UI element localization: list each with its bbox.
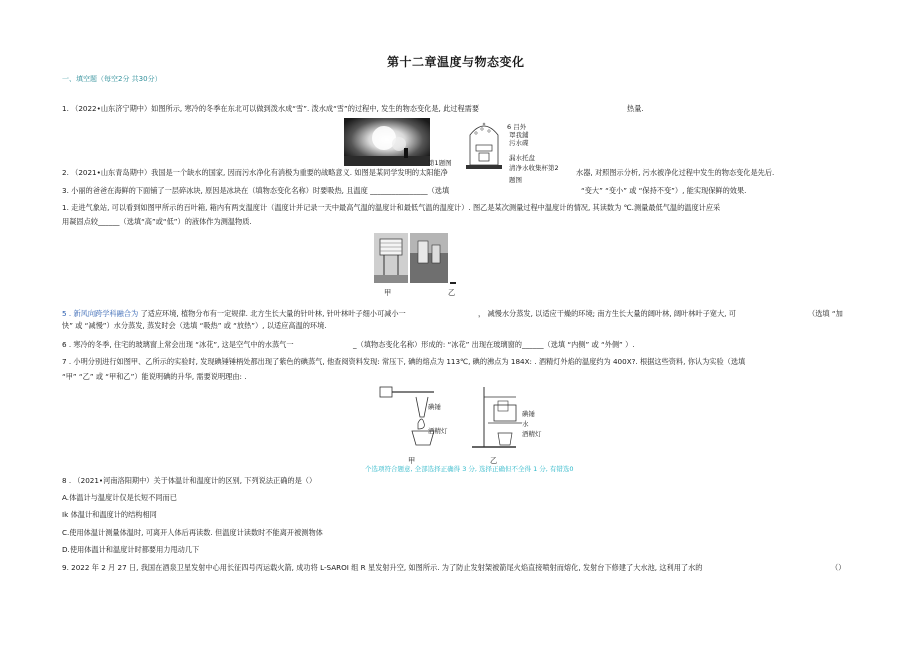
question-8-option-c: C.使用体温计测量体温时, 可离开人体后再读数. 但温度计读数时不能离开被测物体 [62, 528, 323, 537]
question-3-tail: “变大” “变小” 或 “保持不变”）, 能实现保鲜的效果. [581, 186, 747, 195]
question-1-text: 1. （2022•山东济宁期中）如图所示, 寒冷的冬季在东北可以做到泼水成“雪”. 泼水成“雪”的过程中, 发生的物态变化是, 此过程需要 [62, 104, 480, 113]
figure-label-iodine-hammer-b: 碘锤 [522, 410, 535, 418]
diagram-label-1: 6 吕外 [507, 123, 527, 131]
question-5-number: 5 [62, 309, 67, 318]
iodine-experiment-figure [376, 383, 541, 451]
page-title: 第十二章温度与物态变化 [387, 55, 525, 69]
question-4-line2: 用凝固点较______（选填“高”或“低”）的液体作为测温物质. [62, 217, 252, 226]
field-photo-figure [410, 233, 448, 283]
question-2-text: 2. （2021•山东青岛期中）我国是一个缺水的国家, 因而污水净化有消极为重要的战略意义. 如图是某同学发明的太阳能净 [62, 168, 448, 177]
question-5-line1: 了适应环境, 植物分布有一定规律. 北方生长大量的针叶林, 针叶林叶子细小可减小一 [140, 309, 406, 318]
snow-splash-photo [344, 118, 430, 166]
question-7-line1: 7 . 小明分别进行如图甲、乙所示的实验时, 发现碘锤锤柄处都出现了紫色的碘蒸气, 他查阅资料发现: 常压下, 碘的熔点为 113℃, 碘的沸点为 184X: . 酒精灯外焰的温度约为 400X?. 根据这些资料, 你认为实验（选填 [62, 357, 746, 366]
question-8-option-b: Ik 体温计和温度计的结构相同 [62, 510, 157, 519]
diagram-label-6: 题图 [509, 176, 522, 184]
figure-label-yi: 乙 [448, 288, 456, 297]
louver-box-figure [374, 233, 408, 283]
figure-label-burner-a: 酒精灯 [428, 427, 448, 435]
solar-purifier-diagram [462, 113, 506, 173]
question-8-text: 8 . （2021•河南洛阳期中）关于体温计和温度计的区别, 下列说法正确的是（） [62, 476, 317, 485]
question-5-line2: 快” 或 “减慢”）水分蒸发, 蒸发时会（选填 “吸热” 或 “放热”）, 以适应高温的环境. [62, 321, 327, 330]
figure-7-label-yi: 乙 [490, 456, 498, 465]
diagram-label-3: 污水碟 [509, 139, 529, 147]
figure-label-jia: 甲 [384, 288, 392, 297]
figure-label-water: 水 [522, 420, 529, 428]
question-5-tag: . 新风向跨学科融合为 [68, 309, 139, 318]
question-6-tail: _（填物态变化名称）形成的: “冰花” 出现在玻璃窗的______（选填 “内侧” 或 “外侧” ）. [353, 340, 635, 349]
question-9-tail: （） [831, 563, 846, 572]
question-9-text: 9. 2022 年 2 月 27 日, 我国在酒泉卫星发射中心用长征四号丙运载火箭, 成功将 L-SAROI 组 R 星发射升空, 如图所示. 为了防止发射架被箭尾火焰直接喷射而熔化, 发射台下修建了大水池, 这利用了水的 [62, 563, 703, 572]
question-6-text: 6 . 寒冷的冬季, 住宅的玻璃窗上常会出现 “冰花”, 这是空气中的水蒸气一 [62, 340, 294, 349]
question-4-line1: 1. 走进气象站, 可以看到如图甲所示的百叶箱, 箱内有两支温度计（温度计并记录一天中最高气温的温度计和最低气温的温度计）. 图乙是某次测量过程中温度计的情况, 其读数为 ℃.测量最低气温的温度计应采 [62, 203, 721, 212]
section-heading: 一、填空题（每空2分 共30分） [62, 75, 162, 83]
figure-label-iodine-hammer-a: 碘锤 [428, 403, 441, 411]
figure-1-caption: 第1题图 [428, 159, 452, 167]
multiple-choice-note: 个选项符合题意, 全部选择正确得 3 分, 选择正确但不全得 1 分, 有错选0 [365, 465, 574, 473]
question-5-line1c: （选填 “加 [808, 309, 843, 318]
question-8-option-d: D.使用体温计和温度计时都要用力甩动几下 [62, 545, 200, 554]
diagram-label-5: 清净水收集杯第2 [509, 164, 559, 172]
question-1-tail: 热量. [627, 104, 644, 113]
question-3-text: 3. 小丽的爸爸在海鲜的下面铺了一层碎冰块, 原因是冰块在（填物态变化名称）时要吸热, 且温度 ________________（选填 [62, 186, 450, 195]
question-7-line2: “甲” “乙” 或 “甲和乙”）能说明碘的升华, 需要说明理由: . [62, 372, 247, 381]
diagram-label-2: 罩我鋪 [509, 131, 529, 139]
thermometer-reading-figure [448, 272, 460, 280]
question-8-option-a: A.体温计与温度计仅是长短不同而已 [62, 493, 177, 502]
figure-label-burner-b: 酒精灯 [522, 430, 542, 438]
diagram-label-4: 漏水托盘 [509, 154, 535, 162]
question-2-tail: 水器, 对照图示分析, 污水被净化过程中发生的物态变化是先后. [576, 168, 775, 177]
question-5-line1b: ， 减慢水分蒸发, 以适应干燥的环境; 南方生长大量的阔叶林, 阔叶林叶子宽大, 可 [478, 309, 736, 318]
figure-7-label-jia: 甲 [408, 456, 416, 465]
